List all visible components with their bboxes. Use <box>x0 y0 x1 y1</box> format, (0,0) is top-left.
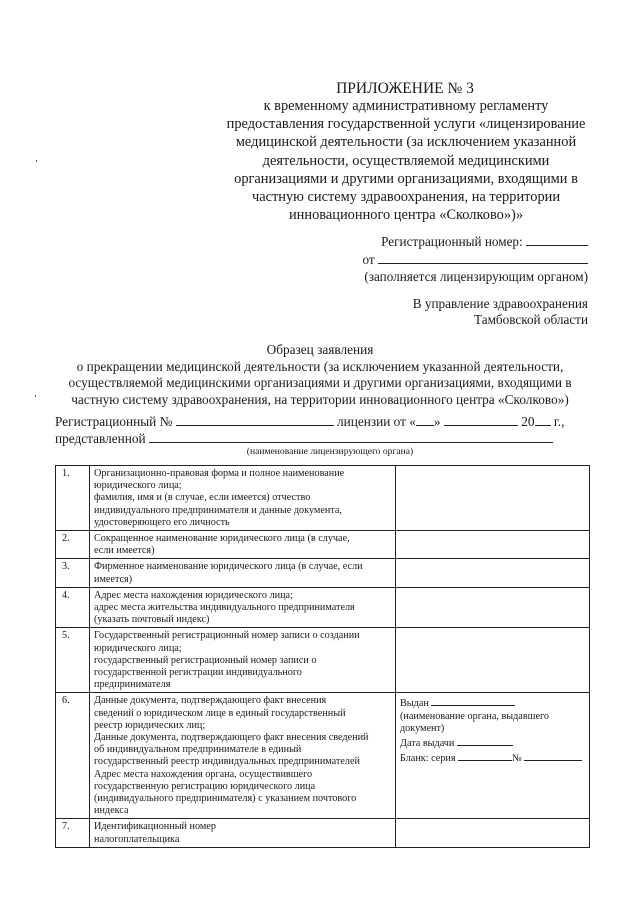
subtitle-line: деятельности, осуществляемой медицинскими <box>262 152 550 169</box>
registration-from-label: от <box>362 251 375 267</box>
subtitle-line: инновационного центра «Сколково»)» <box>288 207 524 224</box>
row-value-cell[interactable] <box>396 466 590 531</box>
row-label-line: Данные документа, подтверждающего факт внесения <box>94 695 327 707</box>
row-label-line: Сокращенное наименование юридического лица (в случае, <box>94 533 350 545</box>
appendix-subtitle <box>222 97 590 224</box>
application-table <box>55 465 590 848</box>
row-label-line: государственной регистрации индивидуального <box>94 667 302 679</box>
registration-block <box>330 233 588 286</box>
row-label-line: юридического лица; <box>94 480 182 492</box>
license-quote-close: » <box>433 414 441 429</box>
license-year-prefix: 20 <box>521 414 535 429</box>
row-label-line: Адрес места нахождения органа, осуществившего <box>94 768 313 780</box>
table-row <box>56 693 590 819</box>
row-number: 6. <box>56 693 90 819</box>
row-label-line: индекса <box>94 805 129 817</box>
row-label-line: реестр юридических лиц; <box>94 719 206 731</box>
row-label-line: фамилия, имя и (в случае, если имеется) отчество <box>94 492 311 504</box>
addressee <box>360 296 588 328</box>
license-reg-label: Регистрационный № <box>55 414 173 429</box>
number-sign: № <box>512 753 522 765</box>
row-label-line: если имеется) <box>94 545 155 557</box>
row-label-line: Идентификационный номер <box>94 821 216 833</box>
registration-date-field[interactable] <box>378 251 588 264</box>
addressee-line: В управление здравоохранения <box>412 296 588 311</box>
table-row <box>56 628 590 693</box>
row-label-line: Адрес места нахождения юридического лица; <box>94 589 293 601</box>
subtitle-line: медицинской деятельности (за исключением указанной <box>235 134 577 151</box>
sample-line: частную систему здравоохранения, на территории инновационного центра «Сколково») <box>71 391 569 407</box>
table-row <box>56 587 590 628</box>
row-label <box>90 466 396 531</box>
row-label-line: индивидуального предпринимателя и данные документа, <box>94 504 342 516</box>
presented-line <box>55 430 575 447</box>
row-label <box>90 559 396 587</box>
row-label-line: удостоверяющего его личность <box>94 516 230 528</box>
registration-number-label: Регистрационный номер: <box>381 234 523 249</box>
row-label-line: адрес места жительства индивидуального предпринимателя <box>94 602 355 614</box>
row-value-cell[interactable] <box>396 819 590 847</box>
row-number: 3. <box>56 559 90 587</box>
row-number: 2. <box>56 531 90 559</box>
registration-note: (заполняется лицензирующим органом) <box>364 269 588 284</box>
row-value-cell[interactable] <box>396 531 590 559</box>
document-details-cell <box>396 693 590 819</box>
form-series-label: Бланк: серия <box>400 753 456 765</box>
license-year-suffix: г., <box>553 414 565 429</box>
registration-number-field[interactable] <box>526 233 588 246</box>
row-value-cell[interactable] <box>396 587 590 628</box>
row-label <box>90 693 396 819</box>
row-label-line: сведений о юридическом лице в единый государственный <box>94 707 346 719</box>
row-label <box>90 819 396 847</box>
license-year-field[interactable] <box>535 413 551 426</box>
appendix-title: ПРИЛОЖЕНИЕ № 3 <box>336 80 474 97</box>
subtitle-line: к временному административному регламенту <box>263 98 549 114</box>
row-label-line: (индивидуального предпринимателя) с указанием почтового <box>94 793 357 805</box>
scan-mark <box>36 160 37 162</box>
row-label-line: государственный регистрационный номер записи о <box>94 654 317 666</box>
row-label-line: юридического лица; <box>94 642 182 654</box>
issue-date-field[interactable] <box>457 735 513 746</box>
form-number-field[interactable] <box>524 750 582 761</box>
row-value-cell[interactable] <box>396 559 590 587</box>
row-number: 4. <box>56 587 90 628</box>
licensing-authority-hint: (наименование лицензирующего органа) <box>246 446 414 457</box>
subtitle-line: предоставления государственной услуги «лицензирование <box>226 116 586 133</box>
form-series-field[interactable] <box>458 750 512 761</box>
table-row <box>56 466 590 531</box>
row-number: 5. <box>56 628 90 693</box>
sample-line: о прекращении медицинской деятельности (за исключением указанной деятельности, <box>76 358 564 374</box>
row-label-line: имеется) <box>94 573 133 585</box>
row-label-line: Организационно-правовая форма и полное наименование <box>94 468 345 479</box>
row-label <box>90 628 396 693</box>
addressee-line: Тамбовской области <box>474 312 588 327</box>
table-row <box>56 819 590 847</box>
presented-label: представленной <box>55 431 146 446</box>
row-number: 7. <box>56 819 90 847</box>
license-line <box>55 413 575 430</box>
row-label-line: государственную регистрацию юридического лица <box>94 780 316 792</box>
row-label <box>90 531 396 559</box>
row-label-line: налогоплательщика <box>94 833 180 845</box>
row-label-line: государственный реестр индивидуальных предпринимателей <box>94 756 360 768</box>
scan-mark <box>35 395 36 397</box>
row-label-line: Государственный регистрационный номер записи о создании <box>94 630 360 642</box>
row-label-line: (указать почтовый индекс) <box>94 614 210 626</box>
licensing-authority-field[interactable] <box>149 430 553 443</box>
row-number: 1. <box>56 466 90 531</box>
row-label-line: об индивидуальном предпринимателе в единый <box>94 744 302 756</box>
license-reg-number-field[interactable] <box>176 413 334 426</box>
license-from-label: лицензии от « <box>336 414 416 429</box>
row-label-line: предпринимателя <box>94 679 171 691</box>
sample-heading-block <box>40 342 600 408</box>
table-row <box>56 531 590 559</box>
issuer-hint: (наименование органа, выдавшего документ) <box>400 710 550 734</box>
subtitle-line: организациями и другими организациями, входящими в <box>234 170 578 187</box>
license-day-field[interactable] <box>416 413 434 426</box>
row-value-cell[interactable] <box>396 628 590 693</box>
sample-line: осуществляемой медицинскими организациями и другими организациями, входящими в <box>68 375 572 390</box>
table-row <box>56 559 590 587</box>
issue-date-label: Дата выдачи <box>400 738 455 750</box>
row-label-line: Данные документа, подтверждающего факт внесения сведений <box>94 732 369 744</box>
subtitle-line: частную систему здравоохранения, на территории <box>251 189 561 206</box>
sample-heading: Образец заявления <box>266 342 374 357</box>
license-month-field[interactable] <box>444 413 518 426</box>
row-label-line: Фирменное наименование юридического лица (в случае, если <box>94 561 363 573</box>
issued-field[interactable] <box>431 695 515 706</box>
issued-label: Выдан <box>400 698 429 710</box>
row-label <box>90 587 396 628</box>
